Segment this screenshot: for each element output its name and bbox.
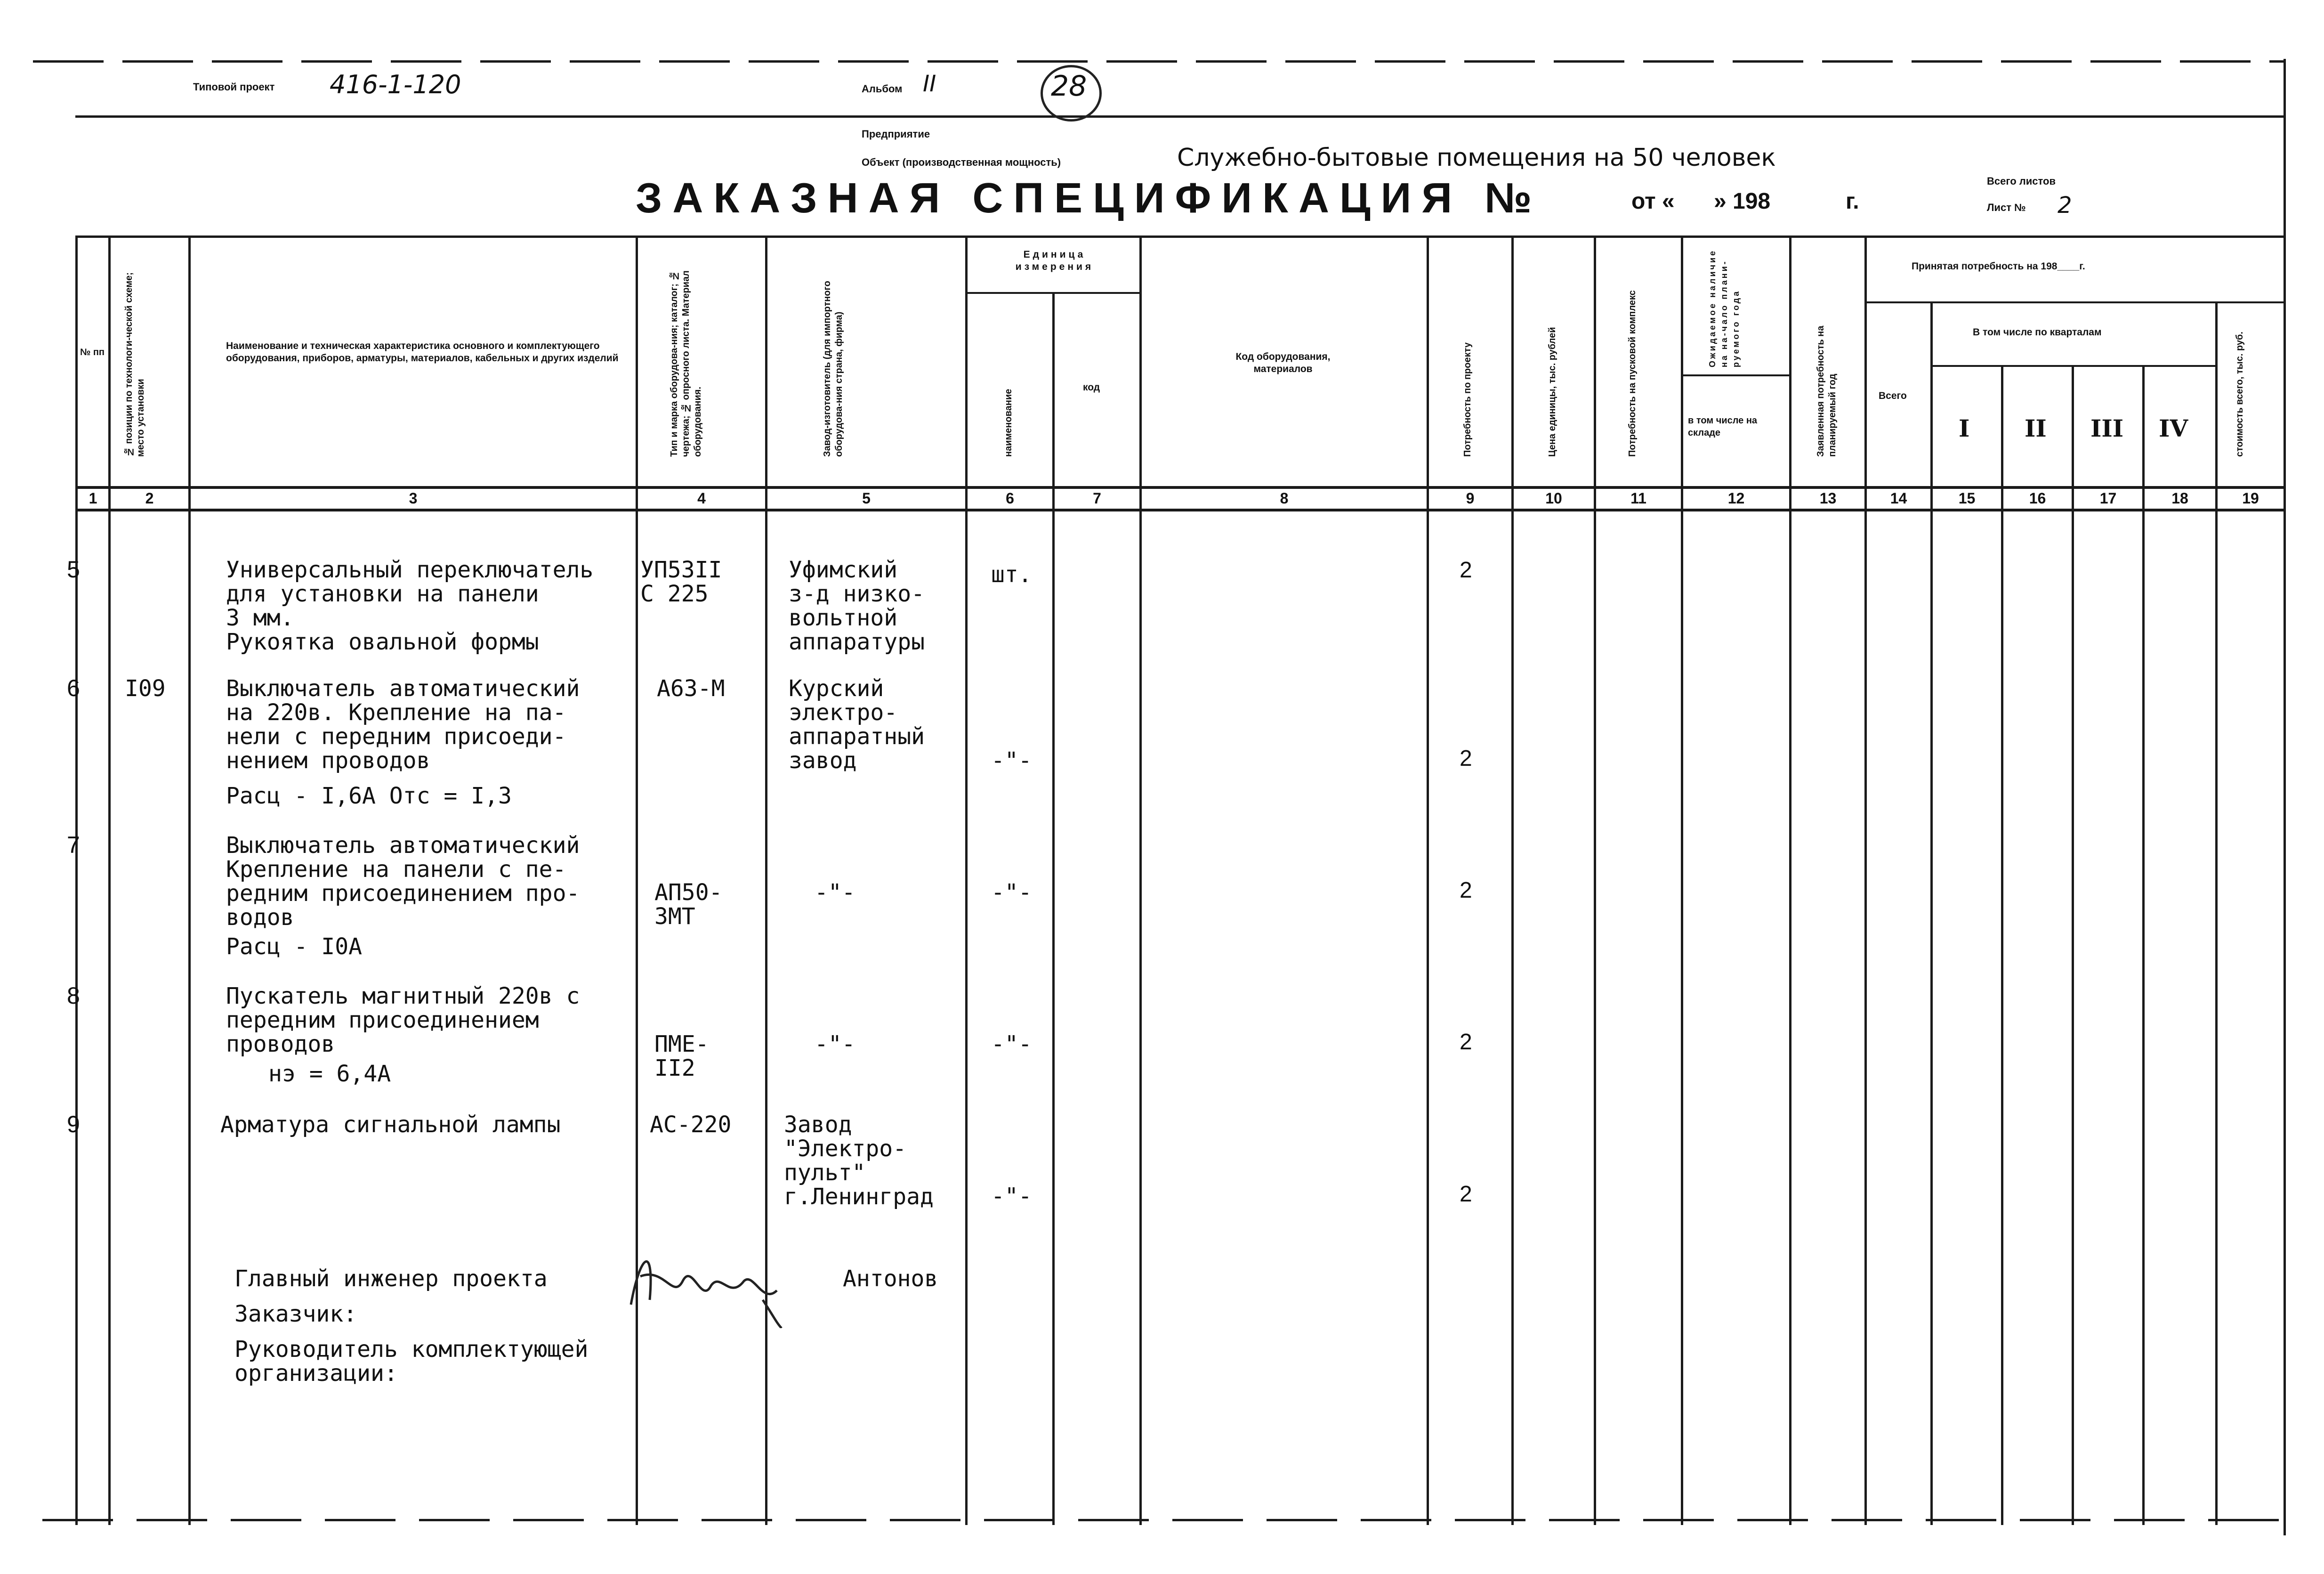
vline-17 [2142, 365, 2145, 1525]
vline-10 [1594, 235, 1596, 1525]
col-7-header: код [1083, 382, 1100, 393]
col-14-header: Всего [1879, 390, 1907, 401]
item-type: АП50- 3МТ [654, 879, 723, 930]
item-unit: -"- [991, 747, 1032, 774]
vline-9 [1511, 235, 1514, 1525]
q3-header: III [2090, 414, 2124, 442]
header-divider [75, 115, 2286, 118]
item-maker: Курский электро- аппаратный завод [789, 675, 925, 774]
colnum-9: 9 [1466, 490, 1475, 507]
colnum-12: 12 [1727, 490, 1745, 507]
customer-label: Заказчик: [234, 1301, 357, 1327]
vline-5 [965, 235, 968, 1525]
col-13-header: Заявленная потребность на планируемый год [1816, 325, 1838, 457]
col-19-header: стоимость всего, тыс. руб. [2235, 332, 2245, 457]
vline-7 [1139, 235, 1142, 1525]
vline-4 [765, 235, 767, 1525]
project-label: Типовой проект [193, 81, 275, 93]
sheet-number: 2 [2058, 192, 2072, 219]
position-code: I09 [125, 675, 166, 702]
col-12a-header: Ожидаемое наличие на на-чало плани-руемого года [1708, 249, 1741, 367]
item-qty: 2 [1460, 878, 1472, 903]
item-maker: -"- [815, 1031, 855, 1057]
c12-subline [1681, 374, 1789, 376]
colnum-3: 3 [409, 490, 418, 507]
date-year: » 198 [1714, 189, 1771, 214]
row-number: 7 [67, 832, 80, 858]
item-unit: -"- [991, 1183, 1032, 1209]
item-type: ПМЕ- II2 [654, 1031, 709, 1081]
object-label: Объект (производственная мощность) [862, 156, 1061, 168]
enterprise-label: Предприятие [862, 128, 930, 140]
item-qty: 2 [1460, 558, 1472, 583]
colnum-2: 2 [145, 490, 154, 507]
item-maker: Уфимский з-д низко- вольтной аппаратуры [789, 557, 925, 655]
col-14-19-header: Принятая потребность на 198____г. [1912, 261, 2085, 272]
colnum-6: 6 [1006, 490, 1014, 507]
item-qty: 2 [1460, 746, 1472, 771]
item-unit: -"- [991, 879, 1032, 906]
vline-8 [1427, 235, 1429, 1525]
item-maker: Завод "Электро- пульт" г.Ленинград [784, 1112, 934, 1210]
item-maker: -"- [815, 879, 855, 906]
vline-1 [108, 235, 111, 1525]
chief-engineer-name: Антонов [843, 1266, 938, 1292]
row-number: 9 [67, 1111, 80, 1137]
vline-13 [1864, 235, 1867, 1525]
item-name: Арматура сигнальной лампы [220, 1112, 561, 1138]
col-1-header: № пп [80, 347, 105, 357]
colnum-11: 11 [1630, 490, 1646, 507]
colnum-7: 7 [1093, 490, 1101, 507]
quarters-header: В том числе по кварталам [1973, 327, 2102, 338]
item-name: Пускатель магнитный 220в с передним присоединением проводов [226, 983, 580, 1057]
q4-header: IV [2159, 414, 2188, 442]
project-number: 416-1-120 [330, 70, 461, 99]
colnum-bottom-line [75, 509, 2286, 511]
colnum-19: 19 [2242, 490, 2259, 507]
colnum-1: 1 [89, 490, 97, 507]
col-2-header: № позиции по технологи-ческой схеме; место установки [124, 272, 146, 457]
col-6-header: наименование [1003, 389, 1014, 457]
item-extra: Расц - I0А [226, 933, 362, 960]
colnum-14: 14 [1890, 490, 1907, 507]
vline-3 [636, 235, 638, 1525]
chief-engineer-label: Главный инженер проекта [234, 1266, 548, 1292]
colnum-15: 15 [1958, 490, 1976, 507]
album-label: Альбом [862, 83, 903, 95]
date-from: от « [1631, 189, 1675, 214]
q1-header: I [1959, 414, 1970, 442]
item-unit: шт. [991, 561, 1032, 588]
col-12b-header: в том числе на складе [1688, 415, 1758, 438]
col-8-header: Код оборудования, материалов [1235, 351, 1331, 374]
col-10-header: Цена единицы, тыс. рублей [1547, 327, 1557, 457]
sheet-label: Лист № [1987, 202, 2026, 213]
item-name: Выключатель автоматический на 220в. Крепление на па- нели с передним присоеди- нением проводов [226, 675, 580, 774]
vline-14 [1930, 301, 1933, 1525]
item-extra: нэ = 6,4А [268, 1061, 391, 1087]
q2-header: II [2025, 414, 2047, 442]
colnum-8: 8 [1280, 490, 1289, 507]
vline-18 [2215, 301, 2218, 1525]
colnum-17: 17 [2099, 490, 2117, 507]
item-name: Выключатель автоматический Крепление на панели с пе- редним присоединением про- водов [226, 832, 580, 931]
item-qty: 2 [1460, 1182, 1472, 1207]
item-name: Универсальный переключатель для установки на панели 3 мм. Рукоятка овальной формы [226, 557, 594, 655]
vline-0 [75, 235, 78, 1525]
col-11-header: Потребность на пусковой комплекс [1627, 290, 1638, 457]
item-type: УП53II С 225 [640, 557, 722, 607]
header-bottom-line [75, 486, 2286, 489]
right-border-top [2284, 59, 2286, 1535]
row-number: 8 [67, 982, 80, 1009]
object-value: Служебно-бытовые помещения на 50 человек [1177, 144, 1776, 172]
supplier-head-label: Руководитель комплектующей организации: [234, 1336, 589, 1387]
colnum-16: 16 [2029, 490, 2046, 507]
total-sheets-label: Всего листов [1987, 175, 2056, 187]
col-67-header: Единица измерения [1015, 249, 1094, 272]
colnum-4: 4 [697, 490, 706, 507]
page-title: ЗАКАЗНАЯ СПЕЦИФИКАЦИЯ № [636, 175, 1542, 222]
page-number: 28 [1051, 70, 1087, 103]
table-top-line [75, 235, 2286, 238]
item-extra: Расц - I,6А Отс = I,3 [226, 783, 512, 809]
row-number: 5 [67, 556, 80, 583]
vline-11 [1681, 235, 1683, 1525]
accepted-subline [1864, 301, 2286, 303]
bottom-border [42, 1519, 2284, 1521]
vline-2 [188, 235, 191, 1525]
col-3-header: Наименование и техническая характеристика основного и комплектующего оборудования, приборов, арматуры, материалов, кабельных и других изделий [226, 341, 619, 364]
item-type: А63-М [657, 675, 725, 702]
colnum-10: 10 [1545, 490, 1562, 507]
col-4-header: Тип и марка оборудова-ния; каталог; № чертежа; № опросного листа. Материал оборудования. [669, 270, 703, 457]
colnum-18: 18 [2171, 490, 2188, 507]
signature-scribble [621, 1234, 800, 1328]
vline-6 [1052, 292, 1055, 1525]
col-5-header: Завод-изготовитель (для импортного оборудова-ния страна, фирма) [822, 281, 844, 457]
vline-15 [2001, 365, 2003, 1525]
album-number: II [923, 71, 936, 97]
top-border [33, 60, 2284, 63]
item-unit: -"- [991, 1031, 1032, 1057]
vline-16 [2072, 365, 2074, 1525]
item-type: АС-220 [650, 1112, 732, 1138]
colnum-13: 13 [1819, 490, 1837, 507]
col-9-header: Потребность по проекту [1462, 342, 1473, 457]
vline-12 [1789, 235, 1791, 1525]
row-number: 6 [67, 675, 80, 701]
date-g: г. [1846, 189, 1859, 214]
colnum-5: 5 [862, 490, 871, 507]
item-qty: 2 [1460, 1030, 1472, 1055]
